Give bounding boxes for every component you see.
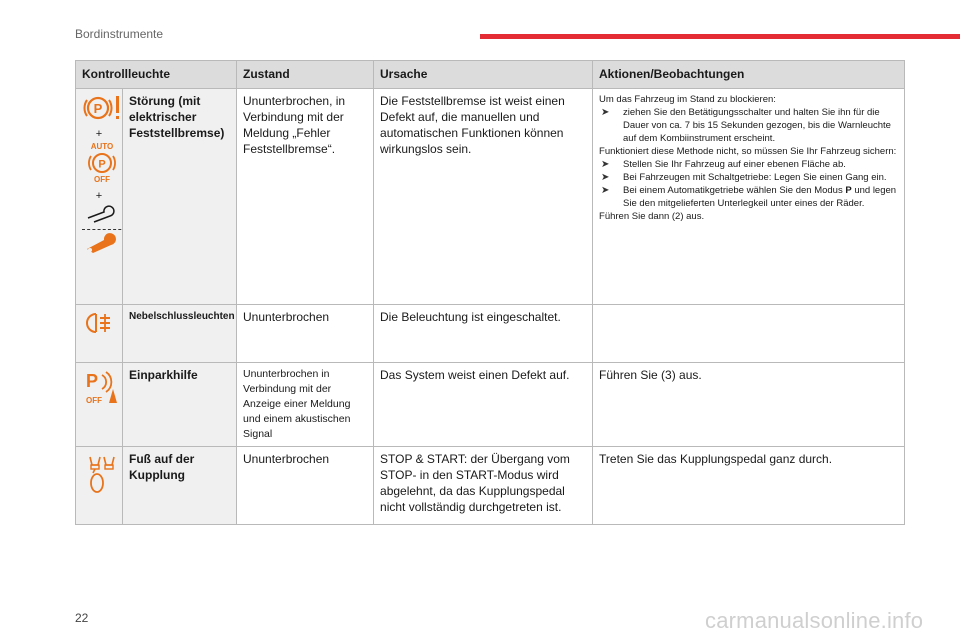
row-state: Ununterbrochen, in Verbindung mit der Meldung „Fehler Feststellbremse“.: [237, 89, 374, 305]
service-wrench-icon: [82, 232, 122, 254]
service-wrench-outline-icon: [82, 203, 122, 223]
step-text: Bei einem Automatikgetriebe wählen Sie den Modus: [623, 185, 846, 196]
row-actions: Führen Sie (3) aus.: [593, 363, 905, 447]
actions-intro: Um das Fahrzeug im Stand zu blockieren:: [599, 94, 776, 105]
row-state: Ununterbrochen: [237, 447, 374, 525]
row-name: Fuß auf der Kupplung: [123, 447, 237, 525]
row-cause: STOP & START: der Übergang vom STOP- in den START-Modus wird abgelehnt, da das Kupplungspedal nicht vollständig durchgetreten ist.: [374, 447, 593, 525]
section-title: Bordinstrumente: [75, 27, 164, 41]
row-name: Störung (mit elektrischer Feststellbremse): [123, 89, 237, 305]
table-row: [76, 363, 905, 447]
arrow-bullet-icon: ➤: [601, 185, 610, 196]
actions-step: [599, 158, 898, 171]
plus-sign: +: [95, 190, 103, 202]
arrow-bullet-icon: ➤: [601, 172, 610, 183]
actions-step: [599, 106, 898, 145]
table-row: [76, 89, 905, 305]
watermark: carmanualsonline.info: [705, 608, 924, 633]
svg-text:P: P: [93, 101, 103, 116]
actions-outro: Führen Sie dann (2) aus.: [599, 211, 705, 222]
row-name: Einparkhilfe: [123, 363, 237, 447]
parking-sensors-off-icon: [82, 367, 122, 407]
section-accent-bar: [480, 34, 960, 39]
auto-park-off-icon: [82, 141, 122, 185]
svg-text:OFF: OFF: [94, 175, 110, 184]
warning-lights-table: [75, 60, 905, 525]
rear-fog-light-icon: [82, 309, 118, 337]
actions-step: [599, 184, 898, 210]
row-icon-cell: [76, 447, 123, 525]
row-icon-cell: [76, 363, 123, 447]
row-cause: Die Feststellbremse ist weist einen Defekt auf, die manuellen und automatischen Funktionen können wirkungslos sein.: [374, 89, 593, 305]
table-header-row: [76, 61, 905, 89]
header-cause: Ursache: [374, 61, 593, 89]
row-icon-cell: [76, 305, 123, 363]
arrow-bullet-icon: ➤: [601, 159, 610, 170]
header-actions: Aktionen/Beobachtungen: [593, 61, 905, 89]
row-state: Ununterbrochen: [237, 305, 374, 363]
header-warning-light: Kontrollleuchte: [76, 61, 237, 89]
step-text: Bei Fahrzeugen mit Schaltgetriebe: Legen Sie einen Gang ein.: [623, 172, 887, 183]
svg-text:AUTO: AUTO: [90, 142, 114, 151]
row-actions: Treten Sie das Kupplungspedal ganz durch.: [593, 447, 905, 525]
actions-middle: Funktioniert diese Methode nicht, so müssen Sie Ihr Fahrzeug sichern:: [599, 146, 897, 157]
step-text: Stellen Sie Ihr Fahrzeug auf einer ebenen Fläche ab.: [623, 159, 846, 170]
row-state: Ununterbrochen in Verbindung mit der Anzeige einer Meldung und einem akustischen Signal: [237, 363, 374, 447]
header-state: Zustand: [237, 61, 374, 89]
plus-sign: +: [95, 128, 103, 140]
step-text: und legen Sie den mitgelieferten Unterlegkeil unter eines der Räder.: [623, 185, 897, 209]
parking-brake-fault-icon: [82, 93, 122, 123]
foot-on-clutch-icon: [82, 451, 122, 497]
step-text: ziehen Sie den Betätigungsschalter und halten Sie ihn für die Dauer von ca. 7 bis 15 Sekunden gezogen, bis die Warnleuchte auf dem Kombiinstrument erscheint.: [623, 107, 891, 144]
row-cause: Die Beleuchtung ist eingeschaltet.: [374, 305, 593, 363]
table-row: [76, 305, 905, 363]
page-number: 22: [75, 611, 89, 625]
row-actions: [593, 305, 905, 363]
table-row: [76, 447, 905, 525]
svg-text:OFF: OFF: [86, 396, 102, 405]
row-cause: Das System weist einen Defekt auf.: [374, 363, 593, 447]
row-name: Nebelschlussleuchten: [123, 305, 237, 363]
mode-p-label: P: [845, 185, 852, 196]
actions-step: [599, 171, 898, 184]
arrow-bullet-icon: ➤: [601, 107, 610, 118]
svg-text:P: P: [85, 371, 99, 391]
row-icon-cell: [76, 89, 123, 305]
row-actions: [593, 89, 905, 305]
svg-text:P: P: [98, 158, 106, 171]
